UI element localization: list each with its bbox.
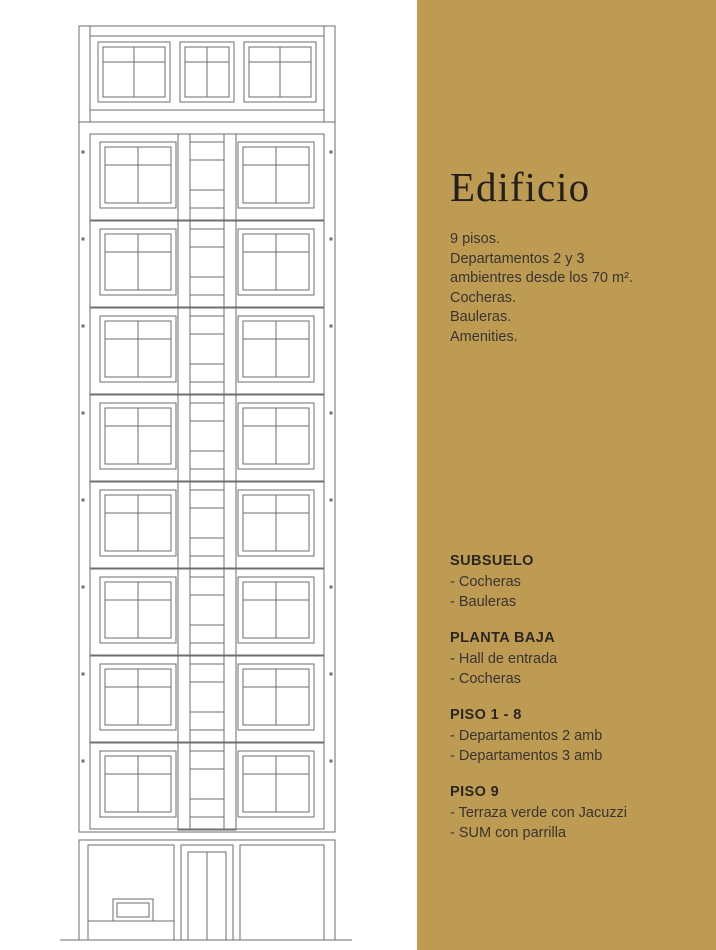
intro-line: Cocheras.: [450, 289, 517, 306]
section-planta-baja: [450, 630, 695, 689]
section-heading: PLANTA BAJA: [450, 630, 556, 646]
section-item: - Bauleras: [450, 593, 517, 610]
section-item: - Cocheras: [450, 670, 521, 687]
section-piso-9: [450, 784, 695, 843]
intro-line: Departamentos 2 y 3: [450, 250, 585, 267]
info-panel-content: [450, 0, 700, 950]
section-heading: PISO 1 - 8: [450, 707, 522, 723]
intro-line: Bauleras.: [450, 309, 512, 326]
section-item: - Departamentos 2 amb: [450, 728, 603, 744]
intro-line: Amenities.: [450, 328, 518, 345]
floor-program-list: [450, 553, 695, 843]
intro-block: [450, 230, 690, 348]
section-subsuelo: [450, 553, 695, 612]
intro-line: ambientres desde los 70 m².: [450, 270, 633, 287]
section-heading: SUBSUELO: [450, 553, 534, 569]
section-heading: PISO 9: [450, 784, 500, 800]
section-item: - Departamentos 3 amb: [450, 747, 603, 764]
intro-line: 9 pisos.: [450, 231, 500, 247]
section-item: - Cocheras: [450, 574, 521, 590]
info-panel: [417, 0, 716, 950]
section-item: - Hall de entrada: [450, 651, 558, 667]
page-title: Edificio: [450, 164, 591, 210]
section-item: - SUM con parrilla: [450, 824, 567, 841]
section-piso-1-8: [450, 707, 695, 766]
section-item: - Terraza verde con Jacuzzi: [450, 805, 628, 821]
